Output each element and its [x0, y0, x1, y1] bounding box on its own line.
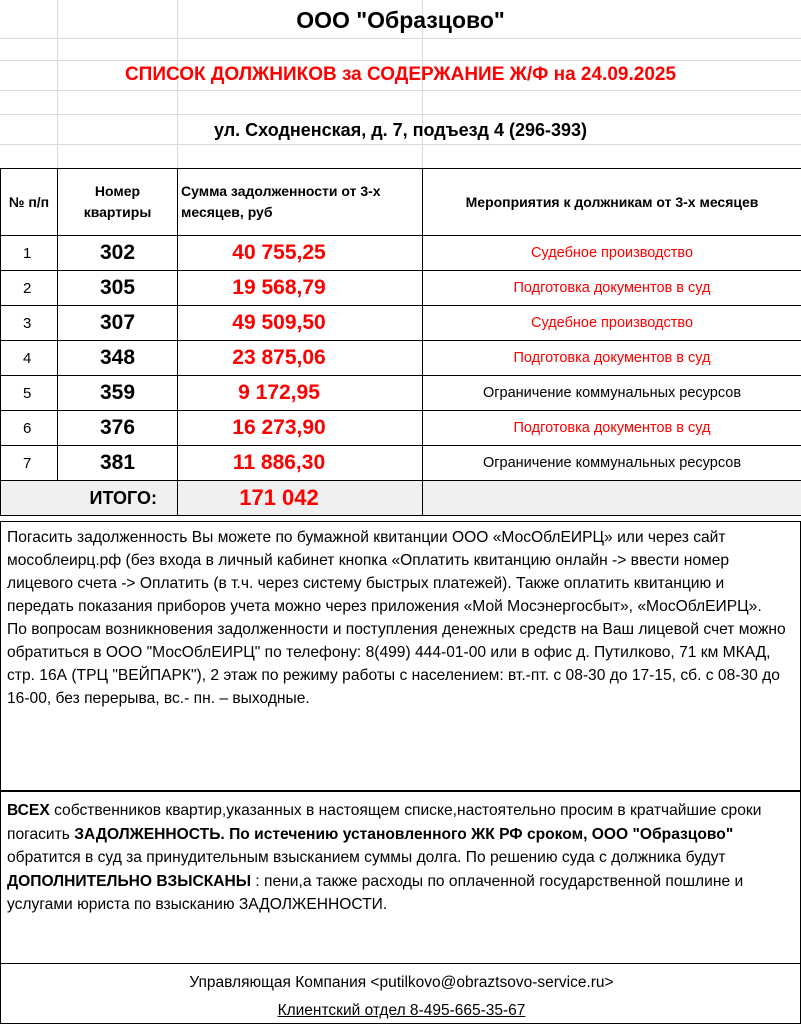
row-apartment: 381	[58, 446, 178, 481]
row-action: Ограничение коммунальных ресурсов	[423, 376, 801, 411]
debtors-table	[0, 168, 801, 516]
row-index: 5	[1, 376, 58, 411]
management-company-email: Управляющая Компания <putilkovo@obraztsovo-service.ru>	[189, 974, 614, 991]
warning-bold: ЗАДОЛЖЕННОСТЬ. По истечению установленного ЖК РФ сроком, ООО "Образцово"	[74, 825, 734, 843]
payment-instructions: Погасить задолженность Вы можете по бумажной квитанции ООО «МосОблЕИРЦ» или через сайт мособлеирц.рф (без входа в личный кабинет кнопка «Оплатить квитанцию онлайн -> ввести номер лицевого счета -> Оплатить (в т.ч. через систему быстрых платежей). Также оплатить квитанцию и передать показания приборов учета можно через приложения «Мой Мосэнергосбыт», «МосОблЕИРЦ».	[7, 529, 762, 615]
row-debt-sum: 16 273,90	[178, 411, 423, 446]
table-header-row	[1, 169, 801, 236]
header-action: Мероприятия к должникам от 3-х месяцев	[423, 169, 801, 236]
row-apartment: 376	[58, 411, 178, 446]
footer	[0, 964, 801, 1024]
warning-text-part: обратится в суд за принудительным взысканием суммы долга. По решению суда с должника будут	[7, 849, 726, 867]
table-row	[1, 446, 801, 481]
contact-instructions: По вопросам возникновения задолженности и поступления денежных средств на Ваш лицевой счет можно обратиться в ООО "МосОблЕИРЦ" по телефону: 8(499) 444-01-00 или в офис д. Путилково, 71 км МКАД, стр. 16А (ТРЦ "ВЕЙПАРК"), 2 этаж по режиму работы с населением: вт.-пт. с 08-30 до 17-15, сб. с 08-30 до 16-00, без перерыва, вс.- пн. – выходные.	[7, 621, 786, 707]
table-row	[1, 271, 801, 306]
row-apartment: 359	[58, 376, 178, 411]
header-index: № п/п	[1, 169, 58, 236]
row-apartment: 305	[58, 271, 178, 306]
row-index: 6	[1, 411, 58, 446]
client-department-phone: Клиентский отдел 8-495-665-35-67	[277, 1002, 526, 1019]
total-row	[1, 481, 801, 516]
payment-info-block	[0, 521, 801, 791]
warning-text	[1, 792, 800, 917]
row-apartment: 302	[58, 236, 178, 271]
header-apartment: Номер квартиры	[58, 169, 178, 236]
table-row	[1, 306, 801, 341]
row-action: Подготовка документов в суд	[423, 271, 801, 306]
row-debt-sum: 19 568,79	[178, 271, 423, 306]
grid-line	[0, 114, 801, 115]
row-debt-sum: 11 886,30	[178, 446, 423, 481]
total-sum: 171 042	[178, 481, 423, 516]
company-title: ООО "Образцово"	[296, 7, 505, 33]
grid-line	[0, 38, 801, 39]
row-debt-sum: 40 755,25	[178, 236, 423, 271]
row-apartment: 348	[58, 341, 178, 376]
row-index: 1	[1, 236, 58, 271]
row-action: Подготовка документов в суд	[423, 341, 801, 376]
header-sum: Сумма задолженности от 3-х месяцев, руб	[178, 169, 423, 236]
table-row	[1, 236, 801, 271]
warning-bold: ДОПОЛНИТЕЛЬНО ВЗЫСКАНЫ	[7, 872, 252, 890]
row-action: Подготовка документов в суд	[423, 411, 801, 446]
row-apartment: 307	[58, 306, 178, 341]
table-row	[1, 341, 801, 376]
row-index: 2	[1, 271, 58, 306]
address-line: ул. Сходненская, д. 7, подъезд 4 (296-393)	[213, 120, 588, 140]
table-row	[1, 376, 801, 411]
warning-text-part: собственников квартир,указанных в настоящем списке,настоятельно просим в кратчайшие сроки погасить	[7, 802, 762, 843]
row-action: Ограничение коммунальных ресурсов	[423, 446, 801, 481]
warning-text-part: : пени,а также расходы по оплаченной государственной пошлине и услугами юриста по взысканию ЗАДОЛЖЕННОСТИ.	[7, 872, 744, 914]
row-action: Судебное производство	[423, 306, 801, 341]
row-debt-sum: 49 509,50	[178, 306, 423, 341]
grid-line	[0, 90, 801, 91]
table-row	[1, 411, 801, 446]
warning-bold: ВСЕХ	[7, 802, 50, 819]
grid-line	[0, 144, 801, 145]
total-label: ИТОГО:	[1, 481, 178, 516]
row-index: 4	[1, 341, 58, 376]
list-title: СПИСОК ДОЛЖНИКОВ за СОДЕРЖАНИЕ Ж/Ф на 24.09.2025	[124, 64, 677, 85]
row-debt-sum: 9 172,95	[178, 376, 423, 411]
total-empty-cell	[423, 481, 801, 516]
warning-block	[0, 791, 801, 964]
row-action: Судебное производство	[423, 236, 801, 271]
row-index: 7	[1, 446, 58, 481]
row-index: 3	[1, 306, 58, 341]
row-debt-sum: 23 875,06	[178, 341, 423, 376]
